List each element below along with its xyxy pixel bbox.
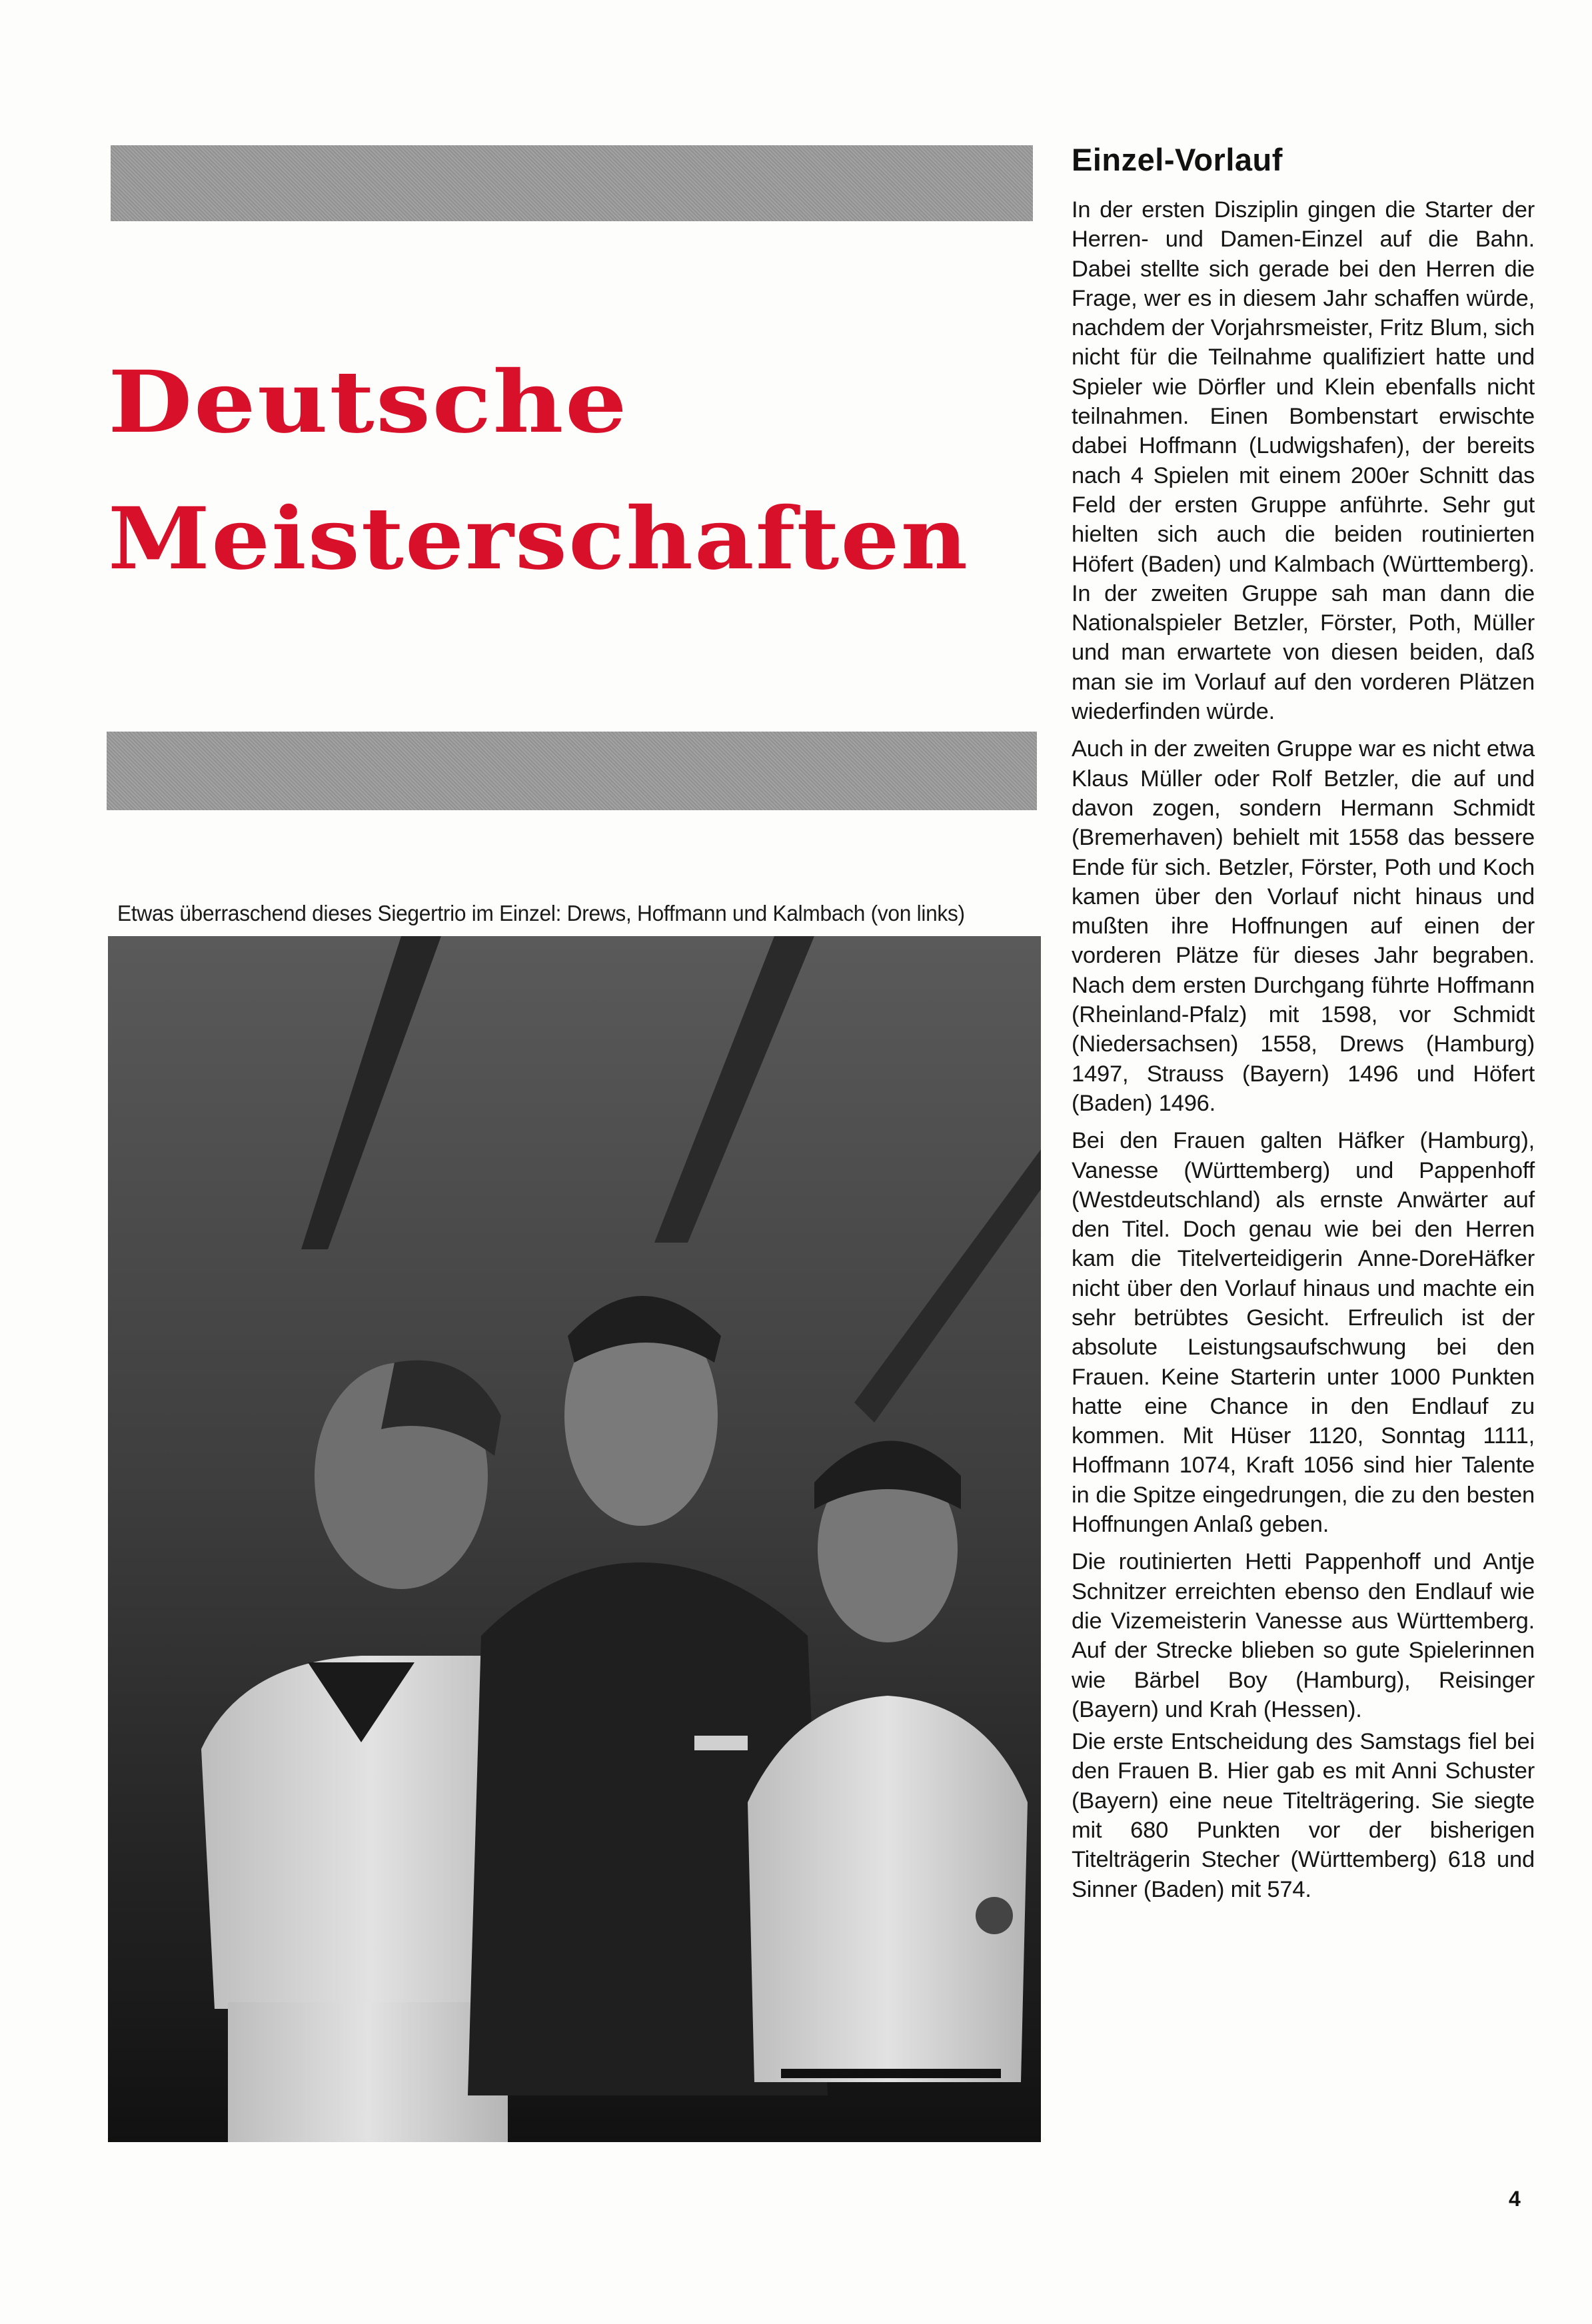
article-paragraph: Auch in der zweiten Gruppe war es nicht etwa Klaus Müller oder Rolf Betzler, die auf und davon zogen, sondern Hermann Schmidt (Bremerhaven) behielt mit 1558 das bessere Ende für sich. Betzler, Förster, Poth und Koch kamen über den Vorlauf nicht hinaus und mußten ihre Hoffnungen auf einen der vorderen Plätze für dieses Jahr begraben. Nach dem ersten Durchgang führte Hoffmann (Rheinland-Pfalz) mit 1598, vor Schmidt (Niedersachsen) 1558, Drews (Hamburg) 1497, Strauss (Bayern) 1496 und Höfert (Baden) 1496. — [1072, 736, 1535, 1116]
article-paragraph: Bei den Frauen galten Häfker (Hamburg), Vanesse (Württemberg) und Pappenhoff (Westdeutschland) als ernste Anwärter auf den Titel. Doch genau wie bei den Herren kam die Titelverteidigerin Anne-DoreHäfker nicht über den Vorlauf hinaus und machte ein sehr betrübtes Gesicht. Erfreulich ist der absolute Leistungsaufschwung bei den Frauen. Keine Starterin unter 1000 Punkten hatte eine Chance in den Endlauf zu kommen. Mit Hüser 1120, Sonntag 1111, Hoffmann 1074, Kraft 1056 sind hier Talente in die Spitze eingedrungen, die zu den besten Hoffnungen Anlaß geben. — [1072, 1128, 1535, 1538]
team-photo — [108, 936, 1041, 2142]
section-heading: Einzel-Vorlauf — [1072, 142, 1283, 177]
article-paragraph: Die erste Entscheidung des Samstags fiel bei den Frauen B. Hier gab es mit Anni Schuster (Bayern) eine neue Titelträgering. Sie siegte mit 680 Punkten vor der bisherigen Titelträgerin Stecher (Württemberg) 618 und Sinner (Baden) mit 574. — [1072, 1729, 1535, 1902]
decorative-gray-bar-bottom — [107, 732, 1037, 810]
article-paragraph: In der ersten Disziplin gingen die Starter der Herren- und Damen-Einzel auf die Bahn. Dabei stellte sich gerade bei den Herren die Frage, wer es in diesem Jahr schaffen würde, nachdem der Vorjahrsmeister, Fritz Blum, sich nicht für die Teilnahme qualifiziert hatte und Spieler wie Dörfler und Klein ebenfalls nicht teilnahmen. Einen Bombenstart erwischte dabei Hoffmann (Ludwigshafen), der bereits nach 4 Spielen mit einem 200er Schnitt das Feld der ersten Gruppe anführte. Sehr gut hielten sich auch die beiden routinierten Höfert (Baden) und Kalmbach (Württemberg). In der zweiten Gruppe sah man dann die Nationalspieler Betzler, Förster, Poth, Müller und man erwartete von diesen beiden, daß man sie im Vorlauf auf den vorderen Plätzen wiederfinden würde. — [1072, 197, 1535, 725]
page-title-line-1: Deutsche — [108, 352, 629, 452]
decorative-gray-bar-top — [111, 145, 1033, 221]
article-paragraph: Die routinierten Hetti Pappenhoff und Antje Schnitzer erreichten ebenso den Endlauf wie die Vizemeisterin Vanesse aus Württemberg. Auf der Strecke blieben so gute Spielerinnen wie Bärbel Boy (Hamburg), Reisinger (Bayern) und Krah (Hessen). — [1072, 1549, 1535, 1722]
page-title-line-2: Meisterschaften — [108, 489, 970, 589]
photo-caption: Etwas überraschend dieses Siegertrio im Einzel: Drews, Hoffmann und Kalmbach (von links) — [117, 901, 965, 925]
article-column — [1072, 141, 1535, 1912]
photo-image-icon — [108, 936, 1041, 2142]
page-number: 4 — [1509, 2187, 1521, 2211]
